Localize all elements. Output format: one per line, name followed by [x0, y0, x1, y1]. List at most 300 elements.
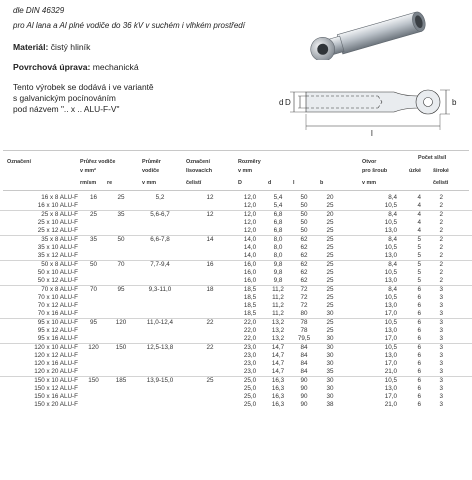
cell-siroke: 3 [439, 302, 443, 309]
cell-prumer [135, 252, 185, 261]
cell-l: 50 [300, 194, 308, 201]
cell-siroke: 3 [439, 294, 443, 301]
header-col-D: D [238, 180, 242, 186]
cell-b: 25 [326, 202, 334, 209]
table-header [0, 151, 472, 189]
cell-prurez-rm: 16 [89, 194, 97, 201]
cell-ozn-celisti: 12 [185, 211, 235, 220]
cell-d: 6,8 [273, 219, 283, 226]
cell-uzke: 6 [417, 368, 421, 375]
cell-l: 80 [300, 310, 308, 317]
cell-D: 22,0 [235, 319, 265, 328]
header-prumer-2: vodiče [142, 168, 160, 174]
cell-prumer [135, 302, 185, 310]
cell-oznaceni: 120 x 16 ALU-F [34, 360, 78, 367]
cell-prurez-re [107, 302, 135, 310]
header-col-b: b [320, 180, 324, 186]
cell-siroke: 2 [439, 194, 443, 201]
cell-siroke: 2 [439, 244, 443, 251]
header-pocet: Počet sl/síl [418, 155, 447, 161]
table-row [0, 377, 472, 386]
cell-spacer [443, 202, 472, 211]
cell-otvor: 10,5 [384, 202, 397, 209]
cell-uzke: 4 [417, 227, 421, 234]
cell-ozn-celisti [185, 335, 235, 344]
cell-prurez-rm [80, 269, 107, 277]
cell-d: 16,3 [271, 393, 285, 400]
cell-siroke: 3 [439, 327, 443, 334]
cell-b: 30 [326, 393, 334, 400]
cell-prurez-re [107, 327, 135, 335]
cell-otvor: 13,0 [384, 352, 397, 359]
cell-spacer [443, 286, 472, 295]
cell-prurez-re [107, 352, 135, 360]
cell-ozn-celisti [185, 269, 235, 277]
cell-oznaceni: 150 x 12 ALU-F [34, 385, 78, 392]
cell-oznaceni: 150 x 16 ALU-F [34, 393, 78, 400]
variant-note-line: pod názvem ".. x .. ALU-F-V" [13, 104, 120, 114]
cell-oznaceni: 150 x 10 ALU-F [0, 377, 80, 386]
cell-prurez-rm [80, 294, 107, 302]
header-prurez-unit: v mm² [80, 168, 96, 174]
table-row [0, 401, 472, 409]
cell-siroke: 2 [439, 219, 443, 226]
cell-uzke: 6 [397, 344, 421, 353]
cell-uzke: 6 [397, 319, 421, 328]
cell-prurez-re: 35 [107, 211, 135, 220]
cell-D: 25,0 [243, 385, 257, 392]
cell-spacer [443, 261, 472, 270]
cell-D: 18,5 [243, 302, 257, 309]
table-row [0, 202, 472, 211]
header-oznaceni: Označení [7, 159, 31, 165]
product-intro [13, 6, 283, 115]
cell-prurez-re [107, 360, 135, 368]
cell-oznaceni: 70 x 8 ALU-F [0, 286, 80, 295]
table-row [0, 368, 472, 377]
table-row [0, 302, 472, 310]
surface-line [13, 62, 283, 72]
cell-prurez-rm [80, 393, 107, 401]
header-ozn-celisti: Označení [186, 159, 210, 165]
cell-prumer [135, 360, 185, 368]
cell-uzke: 4 [417, 194, 421, 201]
cell-l: 50 [300, 219, 308, 226]
cell-prurez-re: 150 [107, 344, 135, 353]
cell-siroke: 3 [439, 393, 443, 400]
cell-siroke: 2 [439, 227, 443, 234]
cell-l: 72 [300, 302, 308, 309]
cell-prumer: 9,3-11,0 [135, 286, 185, 295]
cell-otvor: 8,4 [343, 286, 397, 295]
cell-d: 11,2 [272, 294, 284, 301]
cell-D: 22,0 [243, 327, 257, 334]
header-prumer-unit: v mm [142, 180, 157, 186]
cell-b: 30 [317, 377, 343, 386]
cell-ozn-celisti: 25 [185, 377, 235, 386]
cell-D: 23,0 [235, 344, 265, 353]
cell-ozn-celisti: 18 [185, 286, 235, 295]
cell-prurez-rm [80, 219, 107, 227]
cell-uzke: 6 [417, 393, 421, 400]
cell-siroke: 2 [439, 277, 443, 284]
cell-prumer [135, 393, 185, 401]
cell-siroke: 3 [439, 352, 443, 359]
cell-uzke: 6 [417, 385, 421, 392]
cell-siroke: 2 [439, 252, 443, 259]
cell-ozn-celisti: 14 [185, 236, 235, 245]
cell-d: 9,8 [265, 261, 291, 270]
cell-b: 30 [326, 352, 334, 359]
table-row [0, 286, 472, 295]
cell-otvor: 10,5 [384, 294, 397, 301]
cell-prumer [135, 219, 185, 227]
cell-prurez-re [107, 335, 135, 344]
surface-label: Povrchová úprava: [13, 62, 91, 72]
cell-oznaceni: 25 x 10 ALU-F [37, 219, 78, 226]
cell-d: 14,7 [271, 352, 285, 359]
cell-otvor: 17,0 [384, 310, 397, 317]
header-rozmery-unit: v mm [238, 168, 253, 174]
cell-oznaceni: 16 x 10 ALU-F [37, 202, 78, 209]
cell-siroke: 2 [421, 211, 443, 220]
cell-otvor: 10,5 [343, 319, 397, 328]
cell-prumer [135, 385, 185, 393]
cell-prurez-re [107, 202, 135, 211]
cell-otvor: 8,4 [343, 261, 397, 270]
cell-prurez-rm: 95 [80, 319, 107, 328]
cell-d: 8,0 [265, 236, 291, 245]
cell-oznaceni: 95 x 12 ALU-F [37, 327, 78, 334]
cell-oznaceni: 120 x 12 ALU-F [34, 352, 78, 359]
cell-ozn-celisti [185, 302, 235, 310]
table-row [0, 360, 472, 368]
cell-d: 8,0 [273, 244, 283, 251]
standard-reference: dle DIN 46329 [13, 6, 65, 15]
cell-spacer [443, 352, 472, 360]
cell-otvor: 10,5 [384, 244, 397, 251]
cell-prumer: 7,7-9,4 [135, 261, 185, 270]
header-prumer: Průměr [142, 159, 161, 165]
cell-b: 25 [317, 236, 343, 245]
cell-oznaceni: 35 x 8 ALU-F [0, 236, 80, 245]
cell-oznaceni: 70 x 16 ALU-F [37, 310, 78, 317]
header-celisti: čelisti [433, 180, 449, 186]
material-value: čistý hliník [48, 42, 91, 52]
cell-spacer [443, 227, 472, 236]
cell-prurez-re [107, 277, 135, 286]
cell-otvor: 10,5 [384, 219, 397, 226]
cell-spacer [443, 269, 472, 277]
cell-otvor: 21,0 [384, 368, 397, 375]
usage-description: pro Al lana a Al plné vodiče do 36 kV v suchém i vlhkém prostředí [13, 21, 245, 30]
cell-l: 62 [300, 244, 308, 251]
cell-ozn-celisti: 22 [185, 344, 235, 353]
cell-l: 84 [291, 344, 317, 353]
cell-prurez-re [107, 310, 135, 319]
cell-b: 35 [326, 368, 334, 375]
table-row [0, 219, 472, 227]
cell-D: 23,0 [243, 360, 257, 367]
dimension-label-l: l [371, 129, 373, 138]
cell-ozn-celisti [185, 294, 235, 302]
cell-spacer [443, 302, 472, 310]
material-label: Materiál: [13, 42, 49, 52]
cell-uzke: 4 [397, 211, 421, 220]
cell-otvor: 13,0 [384, 227, 397, 234]
cell-oznaceni: 25 x 8 ALU-F [0, 211, 80, 220]
cell-d: 6,8 [265, 211, 291, 220]
lug-specification-table [0, 194, 472, 409]
header-prurez-rm: rm/sm [80, 180, 97, 186]
cell-d: 5,4 [273, 202, 283, 209]
cell-l: 50 [300, 227, 308, 234]
cell-D: 12,0 [243, 227, 257, 234]
cell-prumer [135, 401, 185, 409]
table-row [0, 211, 472, 220]
cell-prumer: 13,9-15,0 [135, 377, 185, 386]
cell-prurez-rm: 150 [80, 377, 107, 386]
cell-b: 25 [326, 269, 334, 276]
cell-prumer: 6,6-7,8 [135, 236, 185, 245]
cell-l: 78 [291, 319, 317, 328]
cell-ozn-celisti: 22 [185, 319, 235, 328]
cell-prumer [135, 327, 185, 335]
cell-prurez-rm [80, 227, 107, 236]
cell-siroke: 2 [439, 202, 443, 209]
cell-l: 72 [291, 286, 317, 295]
cell-prumer [135, 352, 185, 360]
cell-spacer [443, 294, 472, 302]
cell-uzke: 4 [417, 202, 421, 209]
cell-oznaceni: 95 x 16 ALU-F [37, 335, 78, 342]
cell-spacer [443, 360, 472, 368]
table-row [0, 393, 472, 401]
table-row [0, 352, 472, 360]
cell-prurez-rm [80, 335, 107, 344]
cell-otvor: 13,0 [384, 277, 397, 284]
cell-spacer [443, 319, 472, 328]
cell-b: 25 [326, 227, 334, 234]
cell-spacer [443, 277, 472, 286]
cell-prurez-rm [80, 277, 107, 286]
cell-b: 30 [326, 335, 334, 342]
dimension-label-D: D [285, 98, 291, 107]
cell-otvor: 21,0 [384, 401, 397, 408]
cell-D: 14,0 [243, 252, 257, 259]
cell-d: 11,2 [272, 310, 284, 317]
cell-otvor: 8,4 [343, 236, 397, 245]
cell-d: 9,8 [273, 269, 283, 276]
header-siroke: široké [433, 168, 449, 174]
cell-uzke: 5 [417, 277, 421, 284]
cell-D: 12,0 [243, 219, 257, 226]
cell-spacer [443, 401, 472, 409]
header-ozn-celisti-2: lisovacích [186, 168, 213, 174]
cell-prurez-rm: 35 [80, 236, 107, 245]
cell-oznaceni: 70 x 10 ALU-F [37, 294, 78, 301]
cell-oznaceni: 50 x 10 ALU-F [37, 269, 78, 276]
cell-prurez-rm: 70 [80, 286, 107, 295]
cell-prumer [135, 227, 185, 236]
cell-D: 16,0 [243, 277, 257, 284]
cell-otvor: 10,5 [384, 269, 397, 276]
cell-b: 25 [317, 319, 343, 328]
cell-ozn-celisti [185, 277, 235, 286]
cell-D: 23,0 [243, 352, 257, 359]
table-row [0, 261, 472, 270]
cell-d: 16,3 [271, 401, 285, 408]
cell-uzke: 5 [417, 269, 421, 276]
variant-note-line: s galvanickým pocínováním [13, 93, 116, 103]
cell-D: 12,0 [235, 211, 265, 220]
cell-d: 13,2 [265, 319, 291, 328]
cell-prurez-rm [80, 360, 107, 368]
cell-spacer [443, 310, 472, 319]
cell-otvor: 8,4 [343, 211, 397, 220]
cell-prurez-rm: 25 [80, 211, 107, 220]
table-row [0, 227, 472, 236]
cell-otvor: 17,0 [384, 335, 397, 342]
table-row [0, 310, 472, 319]
cell-ozn-celisti [185, 352, 235, 360]
header-otvor-unit: v mm [362, 180, 377, 186]
cell-oznaceni: 16 x 8 ALU-F [41, 194, 78, 201]
header-prurez-re: re [107, 180, 113, 186]
cell-prumer: 11,0-12,4 [135, 319, 185, 328]
cell-spacer [443, 219, 472, 227]
cell-prurez-rm [80, 310, 107, 319]
cell-prurez-rm: 50 [80, 261, 107, 270]
cell-d: 11,2 [265, 286, 291, 295]
header-ozn-celisti-3: čelistí [186, 180, 202, 186]
cell-oznaceni: 25 x 12 ALU-F [37, 227, 78, 234]
cell-l: 90 [300, 401, 308, 408]
cell-prurez-re: 120 [107, 319, 135, 328]
cell-l: 50 [291, 211, 317, 220]
variant-note-line: Tento výrobek se dodává i ve variantě [13, 82, 154, 92]
cell-ozn-celisti [185, 219, 235, 227]
cell-siroke: 2 [421, 261, 443, 270]
cell-b: 25 [326, 294, 334, 301]
cell-oznaceni: 120 x 20 ALU-F [34, 368, 78, 375]
cell-d: 6,8 [273, 227, 283, 234]
cell-D: 25,0 [235, 377, 265, 386]
cell-uzke: 5 [397, 261, 421, 270]
cell-l: 90 [300, 385, 308, 392]
cell-prurez-rm [80, 302, 107, 310]
cell-l: 62 [300, 277, 308, 284]
dimension-label-d: d [279, 98, 284, 107]
cell-uzke: 5 [417, 252, 421, 259]
cell-b: 25 [326, 244, 334, 251]
header-otvor-2: pro šroub [362, 168, 388, 174]
cell-oznaceni: 150 x 20 ALU-F [34, 401, 78, 408]
cell-siroke: 3 [421, 319, 443, 328]
cell-prumer [135, 244, 185, 252]
cell-otvor: 13,0 [384, 327, 397, 334]
cell-D: 18,5 [235, 286, 265, 295]
cell-prurez-rm [80, 202, 107, 211]
cell-b: 20 [326, 194, 334, 201]
cell-otvor: 17,0 [384, 393, 397, 400]
cell-spacer [443, 377, 472, 386]
cell-ozn-celisti [185, 368, 235, 377]
cell-b: 25 [326, 219, 334, 226]
cell-spacer [443, 211, 472, 220]
cell-b: 30 [326, 310, 334, 317]
cell-D: 18,5 [243, 310, 257, 317]
cell-prumer [135, 335, 185, 344]
cell-D: 18,5 [243, 294, 257, 301]
cell-prurez-rm [80, 385, 107, 393]
header-col-d: d [268, 180, 272, 186]
cell-prurez-rm [80, 252, 107, 261]
cell-ozn-celisti [185, 360, 235, 368]
cell-prurez-re [107, 219, 135, 227]
cell-uzke: 5 [397, 236, 421, 245]
cell-prurez-rm [80, 327, 107, 335]
cell-d: 13,2 [271, 327, 285, 334]
variant-note [13, 82, 283, 115]
cell-b: 25 [326, 302, 334, 309]
header-bottom-divider [3, 190, 469, 191]
cell-l: 90 [300, 393, 308, 400]
header-col-l: l [293, 180, 295, 186]
cell-oznaceni: 95 x 10 ALU-F [0, 319, 80, 328]
cell-prumer: 12,5-13,8 [135, 344, 185, 353]
cell-b: 25 [326, 277, 334, 284]
cell-uzke: 6 [417, 335, 421, 342]
cell-siroke: 3 [421, 286, 443, 295]
cell-siroke: 3 [421, 377, 443, 386]
cell-prurez-rm [80, 368, 107, 377]
cell-uzke: 6 [417, 401, 421, 408]
table-row [0, 244, 472, 252]
cell-uzke: 5 [417, 244, 421, 251]
cell-prurez-re: 50 [107, 236, 135, 245]
table-row [0, 335, 472, 344]
cell-ozn-celisti: 12 [206, 194, 214, 201]
cell-spacer [443, 385, 472, 393]
cell-b: 30 [326, 385, 334, 392]
cell-otvor: 17,0 [384, 360, 397, 367]
cell-prumer: 5,2 [155, 194, 165, 201]
cell-D: 23,0 [243, 368, 257, 375]
table-row [0, 327, 472, 335]
cell-b: 25 [326, 252, 334, 259]
cell-d: 14,7 [271, 360, 285, 367]
table-body [0, 194, 472, 409]
cable-lug-photo [300, 0, 465, 60]
cell-l: 62 [300, 269, 308, 276]
cell-spacer [443, 344, 472, 353]
cell-b: 25 [317, 286, 343, 295]
material-line [13, 42, 283, 52]
cell-prurez-re: 185 [107, 377, 135, 386]
surface-value: mechanická [90, 62, 139, 72]
cell-b: 20 [317, 211, 343, 220]
cell-otvor: 13,0 [384, 302, 397, 309]
cell-l: 50 [300, 202, 308, 209]
cell-prurez-re: 95 [107, 286, 135, 295]
cell-siroke: 2 [439, 269, 443, 276]
table-row [0, 194, 472, 202]
cell-prurez-re [107, 368, 135, 377]
cell-uzke: 6 [397, 377, 421, 386]
cell-siroke: 3 [439, 401, 443, 408]
cell-uzke: 6 [417, 327, 421, 334]
